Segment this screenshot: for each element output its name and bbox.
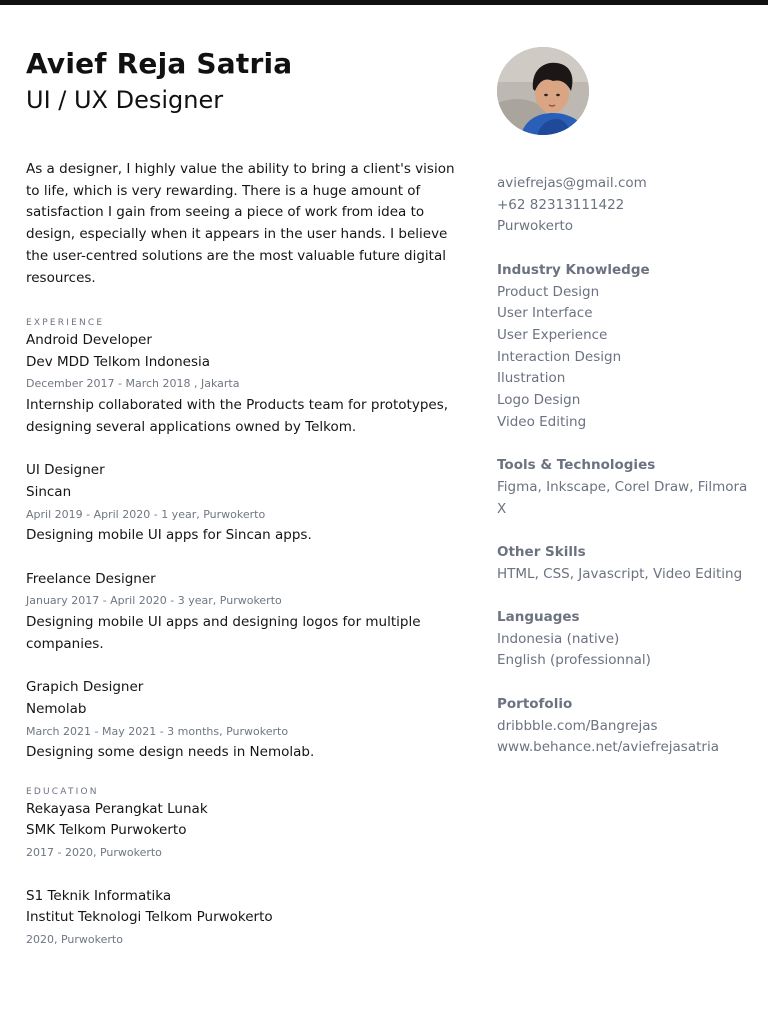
experience-entry: [26, 677, 466, 764]
other-skills-list: HTML, CSS, Javascript, Video Editing: [497, 565, 743, 582]
tools-list: Figma, Inkscape, Corel Draw, Filmora X: [497, 478, 748, 517]
tools-section: [497, 455, 759, 520]
experience-entry: [26, 330, 466, 439]
job-title: UI / UX Designer: [26, 86, 224, 114]
experience-description: Designing mobile UI apps and designing logos for multiple companies.: [26, 614, 421, 652]
education-entry: [26, 799, 466, 864]
language-item: Indonesia (native): [497, 630, 620, 647]
experience-entry: [26, 569, 466, 656]
experience-meta: December 2017 - March 2018 , Jakarta: [26, 377, 240, 391]
experience-company: Sincan: [26, 483, 72, 500]
candidate-name: Avief Reja Satria: [26, 47, 293, 80]
education-school: Institut Teknologi Telkom Purwokerto: [26, 909, 273, 926]
education-entry: [26, 886, 466, 951]
experience-description: Designing mobile UI apps for Sincan apps.: [26, 527, 312, 544]
education-program: S1 Teknik Informatika: [26, 887, 172, 904]
experience-company: Nemolab: [26, 700, 87, 717]
experience-meta: March 2021 - May 2021 - 3 months, Purwokerto: [26, 724, 289, 738]
education-meta: 2020, Purwokerto: [26, 932, 123, 946]
education-meta: 2017 - 2020, Purwokerto: [26, 846, 162, 860]
profile-photo: [497, 47, 589, 135]
skill-item: Interaction Design: [497, 348, 622, 365]
experience-description: Designing some design needs in Nemolab.: [26, 744, 315, 761]
tools-heading: Tools & Technologies: [497, 457, 656, 474]
skill-item: User Experience: [497, 326, 608, 343]
experience-description: Internship collaborated with the Products team for prototypes, designing several applications owned by Telkom.: [26, 397, 449, 435]
industry-knowledge-section: [497, 260, 759, 434]
portfolio-link[interactable]: www.behance.net/aviefrejasatria: [497, 739, 719, 756]
experience-role: Grapich Designer: [26, 679, 144, 696]
skill-item: Video Editing: [497, 413, 587, 430]
experience-meta: January 2017 - April 2020 - 3 year, Purwokerto: [26, 594, 282, 608]
top-border: [0, 0, 768, 5]
experience-company: Dev MDD Telkom Indonesia: [26, 353, 211, 370]
other-skills-heading: Other Skills: [497, 543, 586, 560]
contact-email[interactable]: aviefrejas@gmail.com: [497, 175, 647, 191]
education-school: SMK Telkom Purwokerto: [26, 822, 187, 839]
education-section-label: EDUCATION: [26, 786, 99, 797]
experience-entry: [26, 460, 466, 547]
portfolio-link[interactable]: dribbble.com/Bangrejas: [497, 717, 658, 734]
contact-info: [497, 173, 759, 238]
skill-item: Ilustration: [497, 370, 566, 387]
experience-section-label: EXPERIENCE: [26, 318, 105, 328]
left-column: [26, 317, 466, 972]
languages-section: [497, 607, 759, 672]
contact-city: Purwokerto: [497, 218, 574, 235]
experience-meta: April 2019 - April 2020 - 1 year, Purwokerto: [26, 507, 266, 521]
about-paragraph: As a designer, I highly value the ability to bring a client's vision to life, which is very rewarding. There is a huge amount of satisfaction I gain from seeing a piece of work from idea to design, especially when it appears in the user hands. I believe the user-centred solutions are the most valuable future digital resources.: [26, 161, 455, 286]
education-program: Rekayasa Perangkat Lunak: [26, 800, 208, 817]
experience-role: Android Developer: [26, 332, 152, 348]
languages-heading: Languages: [497, 609, 580, 625]
language-item: English (professionnal): [497, 652, 651, 669]
other-skills-section: [497, 542, 759, 585]
skill-item: Logo Design: [497, 392, 581, 409]
skill-item: Product Design: [497, 283, 600, 300]
experience-role: Freelance Designer: [26, 570, 156, 587]
profile-photo-image: [497, 47, 589, 135]
skill-item: User Interface: [497, 305, 593, 322]
industry-knowledge-heading: Industry Knowledge: [497, 261, 650, 278]
right-column: [497, 173, 759, 781]
portfolio-section: [497, 694, 759, 759]
portfolio-heading: Portofolio: [497, 695, 573, 712]
experience-role: UI Designer: [26, 462, 105, 479]
contact-phone: +62 82313111422: [497, 196, 625, 213]
